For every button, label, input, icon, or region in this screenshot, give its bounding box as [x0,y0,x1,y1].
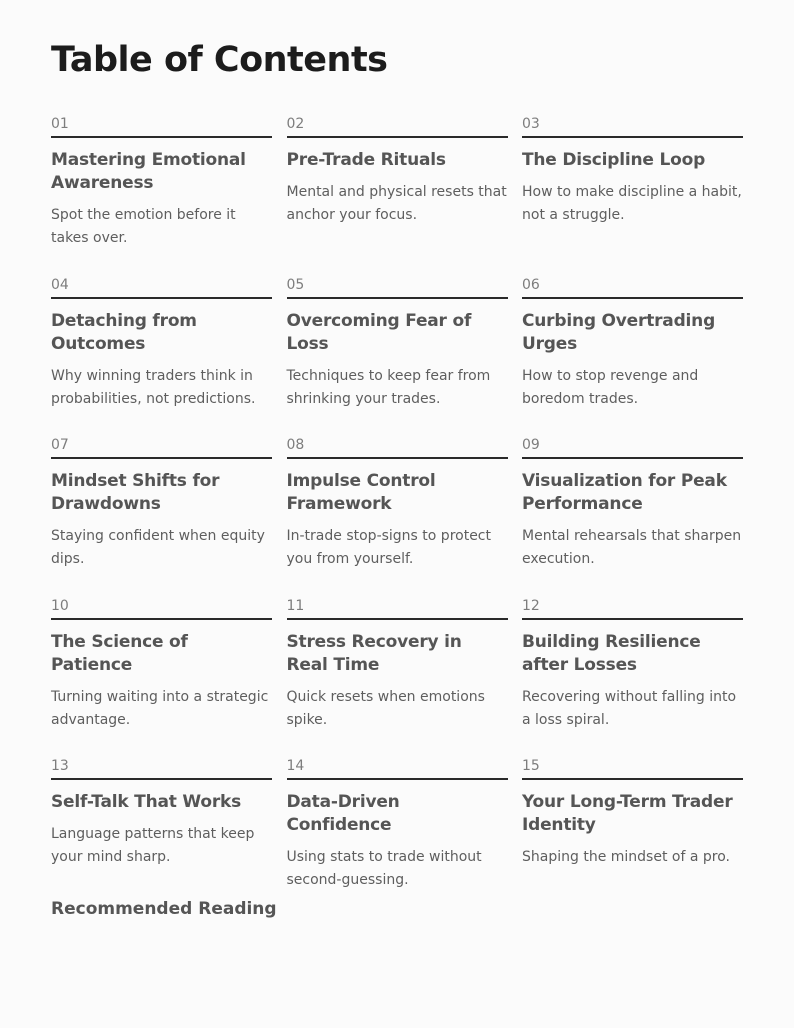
toc-grid [51,114,743,917]
entry-description: Why winning traders think in probabilities, not predictions. [51,367,256,407]
entry-number: 08 [286,437,305,453]
entry-title[interactable]: Your Long-Term Trader Identity [522,792,733,835]
entry-title[interactable]: Mindset Shifts for Drawdowns [51,471,220,514]
entry-description: Quick resets when emotions spike. [286,688,485,728]
entry-number: 12 [522,597,540,614]
entry-description: Spot the emotion before it takes over. [51,207,236,246]
entry-number: 09 [522,437,540,453]
entry-title[interactable]: Building Resilience after Losses [522,631,701,675]
toc-entry[interactable] [51,435,272,596]
entry-title[interactable]: Stress Recovery in Real Time [286,631,462,675]
entry-divider [51,618,272,620]
toc-entry[interactable] [522,756,743,917]
recommended-reading-heading: Recommended Reading [51,899,277,919]
entry-number: 07 [51,437,69,453]
entry-title[interactable]: The Discipline Loop [522,150,706,170]
toc-entry[interactable] [287,596,508,757]
entry-title[interactable]: Self-Talk That Works [51,792,242,812]
entry-number: 03 [522,116,540,132]
entry-divider [287,136,508,138]
entry-number: 05 [286,276,305,293]
page-title: Table of Contents [51,40,388,80]
entry-title[interactable]: Overcoming Fear of Loss [286,310,472,354]
entry-divider [287,618,508,620]
entry-description: Mental and physical resets that anchor your focus. [286,184,507,223]
toc-entry[interactable] [51,596,272,757]
toc-entry[interactable] [522,596,743,757]
entry-number: 02 [286,116,305,132]
entry-description: Using stats to trade without second-guessing. [286,849,482,888]
entry-description: How to stop revenge and boredom trades. [522,367,699,407]
toc-entry[interactable] [522,275,743,436]
entry-divider [51,136,272,138]
entry-divider [522,457,743,459]
entry-divider [522,136,743,138]
toc-entry[interactable] [51,114,272,275]
entry-description: Language patterns that keep your mind sharp. [51,826,255,865]
toc-entry[interactable] [287,435,508,596]
entry-description: Recovering without falling into a loss spiral. [522,688,737,728]
entry-number: 01 [51,116,69,132]
entry-number: 04 [51,276,69,293]
toc-entry[interactable] [287,756,508,917]
toc-entry[interactable] [51,756,272,917]
entry-divider [51,778,272,780]
entry-number: 14 [286,758,305,774]
entry-divider [522,778,743,780]
entry-number: 10 [51,597,69,614]
entry-title[interactable]: The Science of Patience [51,631,188,675]
entry-number: 13 [51,758,69,774]
entry-number: 06 [522,276,540,293]
toc-entry[interactable] [287,114,508,275]
entry-description: Mental rehearsals that sharpen execution. [522,528,742,567]
entry-title[interactable]: Pre-Trade Rituals [286,150,446,170]
entry-divider [522,618,743,620]
entry-divider [287,457,508,459]
entry-description: Staying confident when equity dips. [51,528,265,567]
entry-divider [51,297,272,299]
entry-divider [522,297,743,299]
entry-title[interactable]: Detaching from Outcomes [51,310,197,354]
entry-description: Shaping the mindset of a pro. [522,849,730,865]
entry-number: 11 [286,597,305,614]
entry-title[interactable]: Data-Driven Confidence [286,792,400,835]
entry-title[interactable]: Impulse Control Framework [286,471,436,514]
entry-number: 15 [522,758,540,774]
toc-entry[interactable] [51,275,272,436]
toc-entry[interactable] [522,435,743,596]
entry-divider [287,297,508,299]
entry-description: Turning waiting into a strategic advantage. [51,688,269,728]
entry-title[interactable]: Mastering Emotional Awareness [51,150,246,193]
toc-entry[interactable] [287,275,508,436]
entry-description: How to make discipline a habit, not a struggle. [522,184,742,223]
entry-description: Techniques to keep fear from shrinking your trades. [286,367,491,407]
entry-description: In-trade stop-signs to protect you from yourself. [286,528,491,567]
toc-entry[interactable] [522,114,743,275]
entry-divider [287,778,508,780]
entry-divider [51,457,272,459]
entry-title[interactable]: Visualization for Peak Performance [522,471,727,514]
entry-title[interactable]: Curbing Overtrading Urges [522,310,716,354]
